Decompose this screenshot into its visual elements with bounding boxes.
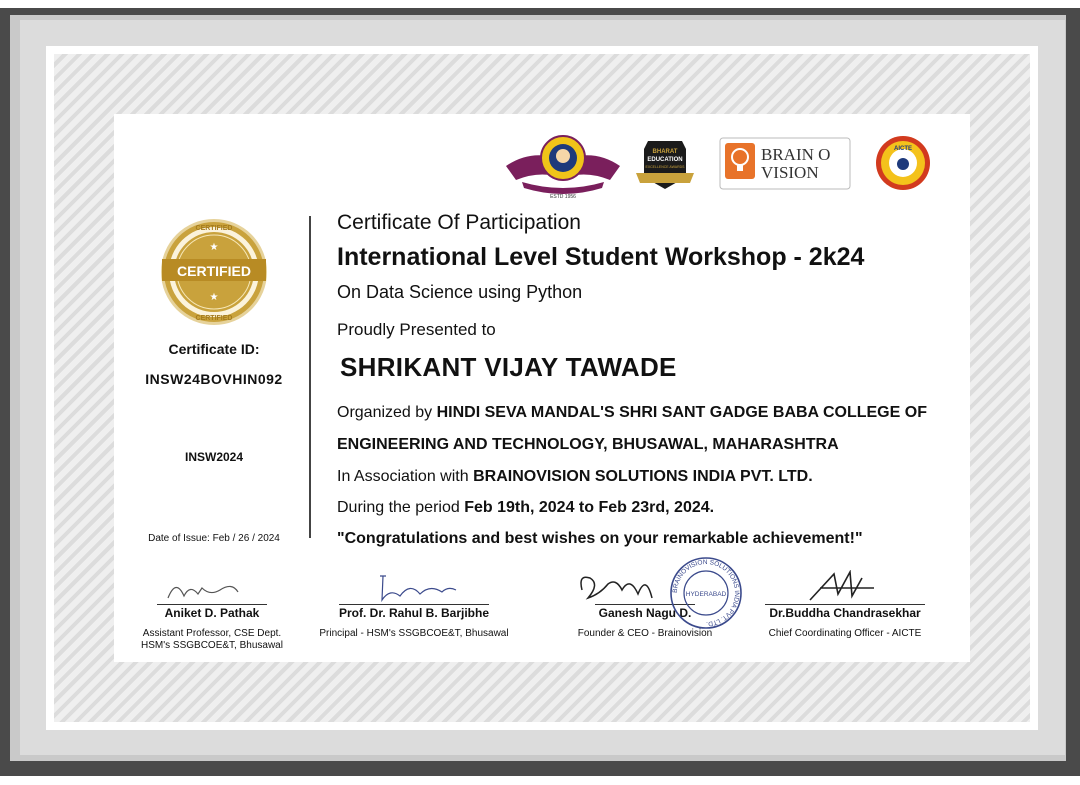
vertical-divider bbox=[309, 216, 311, 538]
college-emblem-logo bbox=[502, 130, 624, 200]
signatory-name-3: Ganesh Nagu D. bbox=[598, 606, 692, 620]
association-line bbox=[337, 468, 813, 486]
signatory-name-4: Dr.Buddha Chandrasekhar bbox=[769, 606, 921, 620]
signature-1 bbox=[128, 570, 296, 604]
college-estd-text: ESTD 1956 bbox=[550, 194, 576, 200]
organizer-line-2 bbox=[337, 436, 839, 454]
svg-text:AICTE: AICTE bbox=[894, 146, 912, 152]
svg-text:BRAIN O: BRAIN O bbox=[761, 145, 831, 164]
seal-top-text: CERTIFIED bbox=[195, 225, 233, 232]
svg-text:BRAINOVISION SOLUTIONS INDIA P: BRAINOVISION SOLUTIONS INDIA PVT. LTD. bbox=[671, 558, 741, 628]
certificate-type: Certificate Of Participation bbox=[337, 211, 581, 234]
signatory-name-2: Prof. Dr. Rahul B. Barjibhe bbox=[338, 606, 490, 620]
certificate-id-label: Certificate ID: bbox=[168, 341, 260, 357]
company-stamp bbox=[669, 556, 743, 630]
certificate-id-value: INSW24BOVHIN092 bbox=[145, 371, 283, 387]
presented-label: Proudly Presented to bbox=[337, 320, 496, 339]
svg-text:★: ★ bbox=[209, 242, 219, 253]
svg-text:★: ★ bbox=[209, 292, 219, 303]
organizer-name-1: HINDI SEVA MANDAL'S SHRI SANT GADGE BABA COLLEGE OF bbox=[436, 404, 927, 421]
signature-line-4 bbox=[765, 604, 925, 605]
signature-4 bbox=[750, 570, 940, 604]
signatory-role-1: Assistant Professor, CSE Dept. HSM's SSGBCOE&T, Bhusawal bbox=[141, 628, 283, 651]
association-name: BRAINOVISION SOLUTIONS INDIA PVT. LTD. bbox=[473, 468, 813, 485]
period-label: During the period bbox=[337, 499, 460, 516]
signatory-4 bbox=[750, 570, 940, 640]
signatory-role-4: Chief Coordinating Officer - AICTE bbox=[768, 628, 922, 639]
event-code: INSW2024 bbox=[184, 450, 244, 464]
svg-text:BHARAT: BHARAT bbox=[652, 149, 678, 155]
event-subtitle: On Data Science using Python bbox=[337, 282, 583, 302]
issue-date: Date of Issue: Feb / 26 / 2024 bbox=[148, 533, 280, 544]
association-label: In Association with bbox=[337, 468, 469, 485]
signature-2 bbox=[316, 570, 512, 604]
bharat-education-award-logo bbox=[634, 137, 696, 191]
svg-text:HYDERABAD: HYDERABAD bbox=[685, 591, 727, 598]
svg-text:EDUCATION: EDUCATION bbox=[647, 157, 683, 163]
seal-center-text: CERTIFIED bbox=[177, 263, 251, 279]
signatory-1 bbox=[128, 570, 296, 652]
congratulations-quote: "Congratulations and best wishes on your remarkable achievement!" bbox=[337, 530, 863, 547]
organizer-name-2: ENGINEERING AND TECHNOLOGY, BHUSAWAL, MAHARASHTRA bbox=[337, 436, 839, 453]
recipient-name: SHRIKANT VIJAY TAWADE bbox=[340, 352, 677, 382]
brainovision-logo bbox=[719, 137, 851, 190]
period-line bbox=[337, 499, 714, 517]
svg-text:VISION: VISION bbox=[761, 163, 819, 182]
event-title: International Level Student Workshop - 2k24 bbox=[337, 243, 865, 271]
signatory-name-1: Aniket D. Pathak bbox=[164, 606, 260, 620]
certified-seal bbox=[158, 218, 270, 326]
svg-text:EXCELLENCE AWARDS: EXCELLENCE AWARDS bbox=[645, 165, 685, 169]
aicte-logo bbox=[872, 134, 934, 192]
seal-bottom-text: CERTIFIED bbox=[195, 315, 233, 322]
signatory-2 bbox=[316, 570, 512, 640]
period-dates: Feb 19th, 2024 to Feb 23rd, 2024. bbox=[464, 499, 715, 516]
organizer-line-1 bbox=[337, 404, 927, 422]
signatory-role-2: Principal - HSM's SSGBCOE&T, Bhusawal bbox=[319, 628, 509, 639]
signature-line-1 bbox=[157, 604, 267, 605]
signatory-role-3: Founder & CEO - Brainovision bbox=[577, 628, 713, 639]
signature-line-2 bbox=[339, 604, 489, 605]
organized-by-label: Organized by bbox=[337, 404, 433, 421]
